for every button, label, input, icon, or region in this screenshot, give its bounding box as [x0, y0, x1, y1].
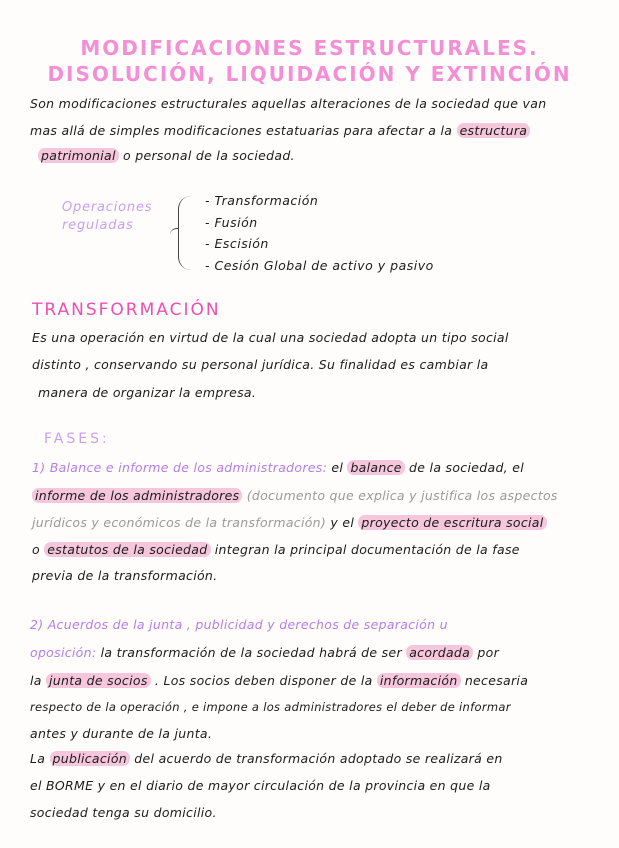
fase-1-line-4: [32, 542, 520, 557]
fase-2-line-2-text-a: la transformación de la sociedad habrá de ser: [100, 645, 402, 660]
section-heading-transformacion: TRANSFORMACIÓN: [32, 300, 221, 320]
transformacion-line-1: Es una operación en virtud de la cual una sociedad adopta un tipo social: [32, 330, 509, 345]
fase-2-line-2: [30, 645, 499, 660]
fase-2-line-8: sociedad tenga su domicilio.: [30, 805, 217, 820]
highlight-junta: junta de socios: [46, 673, 151, 688]
operacion-item: - Cesión Global de activo y pasivo: [205, 258, 434, 273]
highlight-acordada: acordada: [406, 645, 473, 660]
operacion-item: - Fusión: [205, 215, 258, 230]
fase-1-line-1: [32, 460, 524, 475]
intro-line-2: [30, 123, 530, 138]
fase-1-line-3-text: y el: [330, 515, 355, 530]
highlight-estatutos: estatutos de la sociedad: [44, 542, 210, 557]
fase-2-title-line-1: 2) Acuerdos de la junta , publicidad y derechos de separación u: [30, 617, 448, 632]
fase-1-title: 1) Balance e informe de los administradores:: [32, 460, 328, 475]
highlight-estructura: estructura: [457, 123, 531, 138]
fase-2-line-3-text-c: necesaria: [464, 673, 529, 688]
fase-2-line-6-text-a: La: [30, 751, 46, 766]
fase-1-line-4-text-b: integran la principal documentación de la fase: [214, 542, 520, 557]
fase-2-line-2-text-b: por: [477, 645, 500, 660]
fase-1-line-4-text-a: o: [32, 542, 40, 557]
fase-1-line-5: previa de la transformación.: [32, 568, 218, 583]
fase-2-line-3: [30, 673, 528, 688]
operaciones-label-2: reguladas: [62, 218, 134, 233]
intro-line-2-text: mas allá de simples modificaciones estatuarias para afectar a la: [30, 123, 453, 138]
fase-2-line-3-text-b: . Los socios deben disponer de la: [154, 673, 373, 688]
page-title-line-2: DISOLUCIÓN, LIQUIDACIÓN Y EXTINCIÓN: [47, 62, 572, 86]
operacion-item: - Escisión: [205, 236, 269, 251]
intro-line-3-text: o personal de la sociedad.: [123, 148, 295, 163]
operacion-item: - Transformación: [205, 193, 319, 208]
transformacion-line-3: manera de organizar la empresa.: [38, 385, 257, 400]
fase-1-line-2: [32, 488, 558, 503]
fase-2-line-7: el BORME y en el diario de mayor circulación de la provincia en que la: [30, 778, 491, 793]
highlight-proyecto: proyecto de escritura social: [358, 515, 546, 530]
highlight-publicacion: publicación: [50, 751, 131, 766]
brace-icon: [178, 196, 191, 270]
fase-2-title-line-2: oposición:: [30, 645, 97, 660]
fase-2-line-6: [30, 751, 503, 766]
fase-2-line-3-text-a: la: [30, 673, 42, 688]
fase-1-note: (documento que explica y justifica los aspectos: [246, 488, 558, 503]
intro-line-1: Son modificaciones estructurales aquellas alteraciones de la sociedad que van: [30, 96, 547, 111]
page-title-line-1: MODIFICACIONES ESTRUCTURALES.: [80, 36, 539, 60]
fases-heading: FASES:: [44, 431, 110, 447]
fase-1-line-3: [32, 515, 547, 530]
fase-2-line-4: respecto de la operación , e impone a los administradores el deber de informar: [30, 700, 511, 714]
fase-2-line-5: antes y durante de la junta.: [30, 726, 213, 741]
fase-2-line-6-text-b: del acuerdo de transformación adoptado se realizará en: [134, 751, 503, 766]
highlight-patrimonial: patrimonial: [38, 148, 119, 163]
highlight-balance: balance: [347, 460, 404, 475]
highlight-informe: informe de los administradores: [32, 488, 242, 503]
fase-1-line-1-text-a: el: [331, 460, 344, 475]
operaciones-label-1: Operaciones: [62, 200, 153, 215]
fase-1-note-cont: jurídicos y económicos de la transformación): [32, 515, 327, 530]
highlight-informacion: información: [377, 673, 461, 688]
intro-line-3: [38, 148, 295, 163]
transformacion-line-2: distinto , conservando su personal jurídica. Su finalidad es cambiar la: [32, 357, 489, 372]
fase-1-line-1-text-b: de la sociedad, el: [409, 460, 524, 475]
